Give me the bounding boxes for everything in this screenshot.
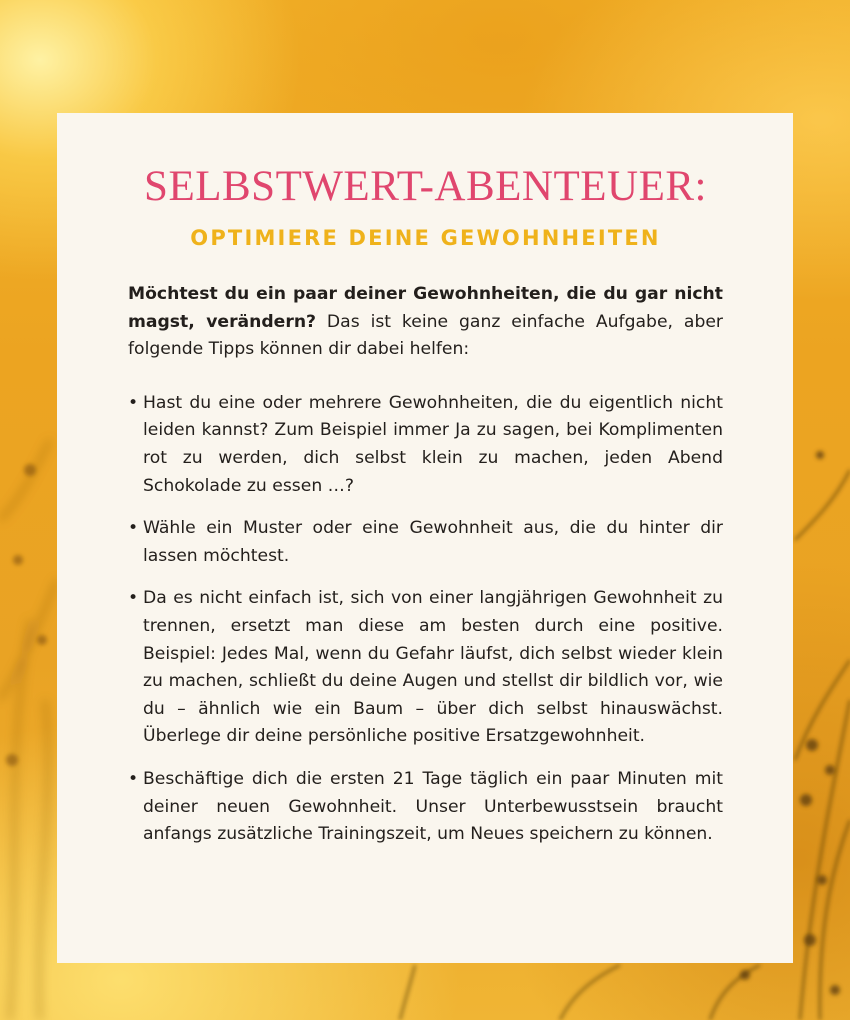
bullet-icon: •: [128, 518, 139, 539]
intro-question: Möchtest du ein paar deiner Gewohnheiten, die du gar nicht magst, verändern?: [128, 284, 723, 332]
intro-paragraph: [128, 281, 723, 364]
page-title: SELBSTWERT-ABENTEUER:: [144, 163, 707, 210]
list-item: [128, 766, 723, 849]
bullet-icon: •: [128, 392, 139, 413]
tip-text: Hast du eine oder mehrere Gewohnheiten, die du eigentlich nicht leiden kannst? Zum Beispiel immer Ja zu sagen, bei Komplimenten rot zu werden, dich selbst klein zu machen, jeden Abend Schokolade zu essen …?: [143, 392, 723, 496]
tip-text: Da es nicht einfach ist, sich von einer langjährigen Gewohnheit zu trennen, ersetzt man diese am besten durch eine positive. Beispiel: Jedes Mal, wenn du Gefahr läufst, dich selbst wieder klein zu machen, schließt du deine Augen und stellst dir bildlich vor, wie du – ähnlich wie ein Baum – über dich selbst hinauswächst. Überlege dir deine persönliche positive Ersatzgewohnheit.: [143, 588, 723, 747]
tip-text: Wähle ein Muster oder eine Gewohnheit aus, die du hinter dir lassen möchtest.: [143, 518, 723, 566]
page-subtitle: OPTIMIERE DEINE GEWOHNHEITEN: [190, 226, 661, 250]
tips-list: [128, 390, 723, 849]
list-item: [128, 585, 723, 751]
list-item: [128, 515, 723, 570]
bullet-icon: •: [128, 768, 139, 789]
content-card: [57, 113, 793, 963]
bullet-icon: •: [128, 588, 139, 609]
list-item: [128, 390, 723, 500]
intro-text: Das ist keine ganz einfache Aufgabe, aber folgende Tipps können dir dabei helfen:: [128, 311, 723, 360]
tip-text: Beschäftige dich die ersten 21 Tage täglich ein paar Minuten mit deiner neuen Gewohnheit. Unser Unterbewusstsein braucht anfangs zusätzliche Trainingszeit, um Neues speichern zu können.: [143, 768, 723, 845]
